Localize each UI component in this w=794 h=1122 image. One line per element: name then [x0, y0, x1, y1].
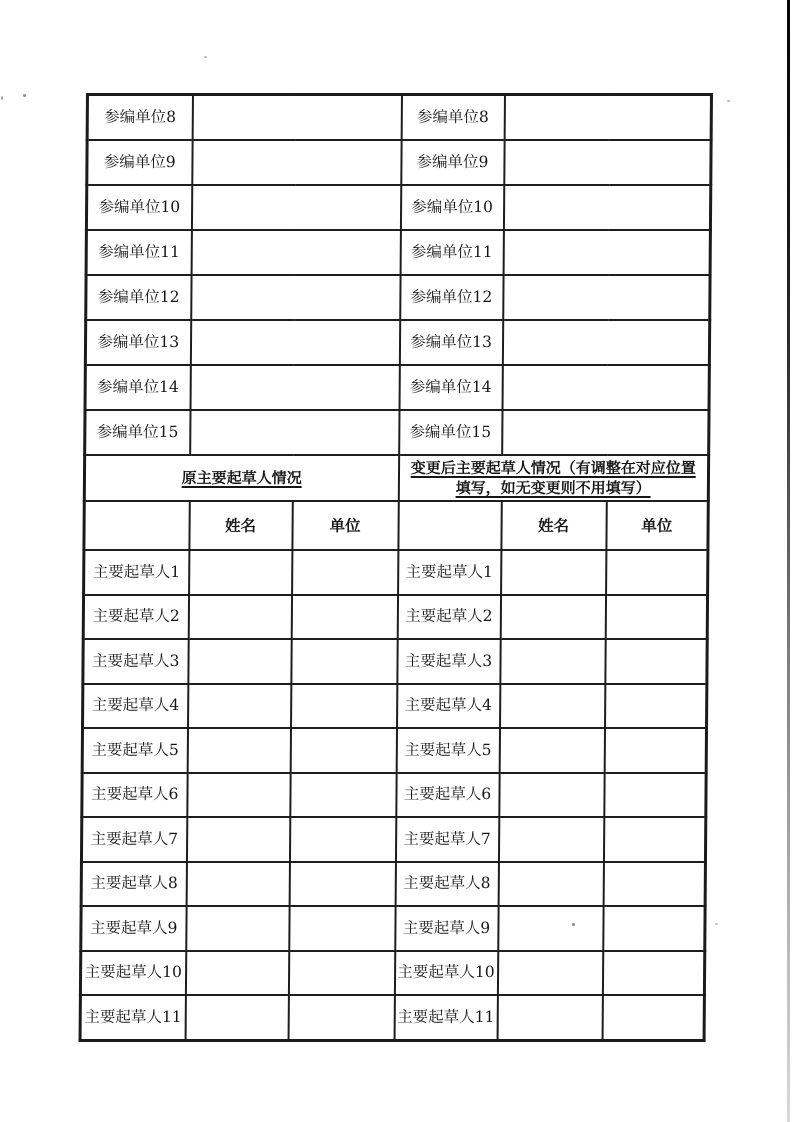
drafter-label: 主要起草人2: [397, 595, 500, 640]
drafter-name-cell: [185, 951, 288, 996]
unit-value-cell: [191, 230, 400, 275]
drafter-unit-cell: [603, 906, 705, 951]
drafter-label: 主要起草人6: [82, 773, 187, 818]
drafter-unit-cell: [604, 728, 706, 773]
drafter-label: 主要起草人1: [84, 550, 189, 595]
unit-value-cell: [190, 365, 399, 410]
scan-speck: [1, 96, 3, 100]
unit-value-cell: [504, 140, 711, 185]
drafter-label: 主要起草人8: [395, 862, 498, 907]
unit-value-cell: [503, 230, 710, 275]
drafter-name-cell: [188, 639, 291, 684]
unit-label: 参编单位13: [85, 320, 190, 365]
drafter-unit-cell: [290, 773, 396, 818]
drafter-label: 主要起草人5: [82, 728, 187, 773]
drafter-name-cell: [499, 728, 604, 773]
name-column-header: 姓名: [189, 501, 292, 550]
drafter-unit-cell: [602, 951, 704, 996]
drafter-label: 主要起草人5: [396, 728, 499, 773]
drafter-name-cell: [499, 773, 604, 818]
unit-value-cell: [192, 95, 401, 141]
unit-value-cell: [190, 320, 399, 365]
drafter-unit-cell: [605, 684, 707, 729]
unit-label: 参编单位9: [87, 140, 192, 185]
table-row: [86, 275, 710, 320]
table-row: [84, 550, 708, 595]
drafter-name-cell: [189, 550, 292, 595]
drafter-unit-cell: [606, 550, 708, 595]
table-row: [81, 817, 705, 862]
original-drafters-header: 原主要起草人情况: [84, 455, 398, 501]
drafter-label: 主要起草人2: [83, 595, 188, 640]
drafter-name-cell: [498, 817, 603, 862]
unit-value-cell: [504, 95, 711, 141]
unit-label: 参编单位15: [399, 410, 502, 455]
unit-value-cell: [503, 185, 710, 230]
unit-value-cell: [192, 140, 401, 185]
unit-value-cell: [191, 275, 400, 320]
unit-label: 参编单位9: [401, 140, 504, 185]
scanned-form-sheet: [79, 93, 713, 1042]
drafter-name-cell: [188, 684, 291, 729]
drafter-name-cell: [186, 862, 289, 907]
unit-column-header: 单位: [606, 501, 708, 550]
drafter-label: 主要起草人3: [397, 639, 500, 684]
drafter-unit-cell: [605, 595, 707, 640]
drafter-unit-cell: [288, 995, 394, 1040]
drafter-unit-cell: [288, 951, 394, 996]
table-row: [87, 140, 711, 185]
unit-value-cell: [502, 365, 709, 410]
scan-speck: [204, 56, 207, 58]
unit-value-cell: [191, 185, 400, 230]
table-row: [87, 95, 711, 141]
drafter-name-cell: [501, 550, 606, 595]
table-row: [82, 728, 706, 773]
drafter-label: 主要起草人11: [394, 995, 497, 1040]
drafter-unit-cell: [291, 684, 397, 729]
drafter-label: 主要起草人1: [398, 550, 501, 595]
drafter-unit-cell: [289, 862, 395, 907]
drafter-label: 主要起草人7: [81, 817, 186, 862]
drafter-label: 主要起草人10: [80, 951, 185, 996]
drafter-label: 主要起草人11: [80, 995, 185, 1040]
unit-label: 参编单位11: [400, 230, 503, 275]
table-row: [85, 410, 709, 455]
drafter-label: 主要起草人4: [83, 684, 188, 729]
drafter-name-cell: [185, 995, 288, 1040]
drafter-name-cell: [188, 595, 291, 640]
drafter-name-cell: [500, 639, 605, 684]
drafter-unit-cell: [291, 595, 397, 640]
unit-label: 参编单位12: [400, 275, 503, 320]
drafter-name-cell: [187, 728, 290, 773]
unit-label: 参编单位8: [87, 95, 192, 141]
drafter-name-cell: [500, 684, 605, 729]
unit-label: 参编单位8: [401, 95, 504, 141]
scan-speck: [727, 100, 730, 102]
unit-label: 参编单位14: [85, 365, 190, 410]
drafter-label: 主要起草人4: [397, 684, 500, 729]
unit-value-cell: [502, 320, 709, 365]
drafter-unit-cell: [289, 906, 395, 951]
table-row: [81, 906, 705, 951]
drafter-label: 主要起草人3: [83, 639, 188, 684]
standards-revision-form-table: [79, 93, 713, 1042]
drafter-unit-cell: [603, 817, 705, 862]
unit-label: 参编单位15: [85, 410, 190, 455]
table-row: [84, 501, 708, 550]
drafter-unit-cell: [289, 817, 395, 862]
table-row: [82, 773, 706, 818]
drafter-name-cell: [497, 995, 602, 1040]
table-row: [83, 639, 707, 684]
table-row: [80, 995, 704, 1040]
drafter-label: 主要起草人8: [81, 862, 186, 907]
drafter-label: 主要起草人7: [395, 817, 498, 862]
unit-column-header: 单位: [292, 501, 398, 550]
corner-blank-cell: [398, 501, 501, 550]
table-row: [85, 365, 709, 410]
drafter-label: 主要起草人10: [394, 951, 497, 996]
drafter-label: 主要起草人9: [81, 906, 186, 951]
corner-blank-cell: [84, 501, 189, 550]
scan-speck: [23, 94, 26, 97]
drafter-unit-cell: [605, 639, 707, 684]
unit-value-cell: [190, 410, 399, 455]
unit-label: 参编单位10: [400, 185, 503, 230]
drafter-unit-cell: [291, 639, 397, 684]
drafter-name-cell: [497, 951, 602, 996]
unit-value-cell: [502, 410, 709, 455]
drafter-unit-cell: [603, 862, 705, 907]
table-row: [84, 455, 708, 501]
drafter-name-cell: [186, 906, 289, 951]
drafter-unit-cell: [292, 550, 398, 595]
unit-label: 参编单位14: [399, 365, 502, 410]
unit-label: 参编单位12: [86, 275, 191, 320]
scan-edge-artifact: [787, 0, 790, 1122]
drafter-label: 主要起草人9: [395, 906, 498, 951]
table-row: [86, 230, 710, 275]
table-row: [86, 185, 710, 230]
table-row: [83, 684, 707, 729]
table-row: [80, 951, 704, 996]
unit-label: 参编单位10: [86, 185, 191, 230]
table-row: [85, 320, 709, 365]
drafter-unit-cell: [290, 728, 396, 773]
scan-speck: [715, 923, 718, 925]
drafter-unit-cell: [602, 995, 704, 1040]
drafter-name-cell: [498, 862, 603, 907]
drafter-name-cell: [498, 906, 603, 951]
unit-value-cell: [503, 275, 710, 320]
drafter-label: 主要起草人6: [396, 773, 499, 818]
drafter-name-cell: [186, 817, 289, 862]
drafter-unit-cell: [604, 773, 706, 818]
table-row: [83, 595, 707, 640]
unit-label: 参编单位11: [86, 230, 191, 275]
name-column-header: 姓名: [501, 501, 606, 550]
drafter-name-cell: [500, 595, 605, 640]
unit-label: 参编单位13: [399, 320, 502, 365]
changed-drafters-header: 变更后主要起草人情况（有调整在对应位置填写，如无变更则不用填写）: [398, 455, 708, 501]
drafter-name-cell: [187, 773, 290, 818]
table-row: [81, 862, 705, 907]
